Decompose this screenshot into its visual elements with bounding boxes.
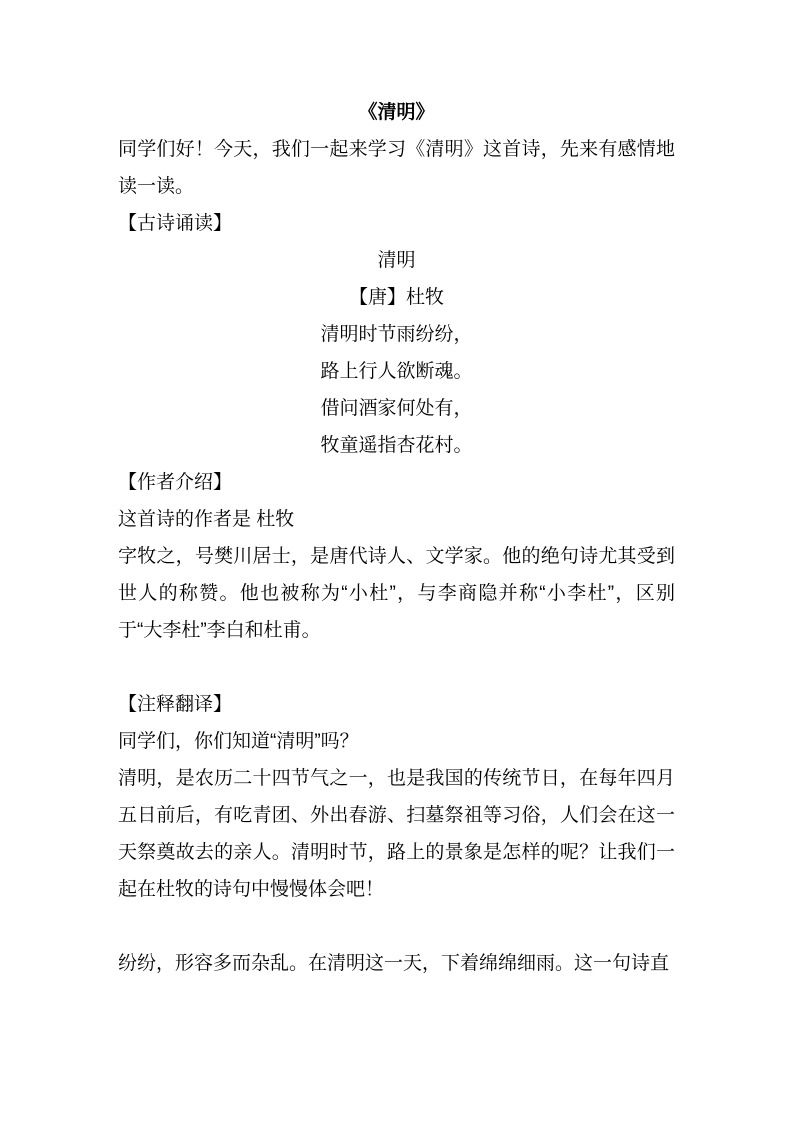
poem-title: 清明 [377,250,416,271]
author-intro-line: 这首诗的作者是 杜牧 [118,509,295,530]
notes-section-header: 【注释翻译】 [118,694,233,715]
poem-line: 牧童遥指杏花村。 [320,435,473,456]
poem-author: 【唐】杜牧 [348,287,444,308]
author-section-header: 【作者介绍】 [118,472,233,493]
notes-explanation-paragraph: 清明，是农历二十四节气之一，也是我国的传统节日，在每年四月五日前后，有吃青团、外出春游、扫墓祭祖等习俗，人们会在这一天祭奠故去的亲人。清明时节，路上的景象是怎样的呢？让我们一起在杜牧的诗句中慢慢体会吧！ [118,768,675,900]
intro-paragraph: 同学们好！今天，我们一起来学习《清明》这首诗，先来有感情地读一读。 [118,139,675,197]
poem-line: 借问酒家何处有， [320,398,473,419]
notes-question-line: 同学们，你们知道“清明”吗？ [118,731,359,752]
notes-annotation-paragraph: 纷纷，形容多而杂乱。在清明这一天，下着绵绵细雨。这一句诗直 [118,953,670,974]
author-bio-paragraph: 字牧之，号樊川居士，是唐代诗人、文学家。他的绝句诗尤其受到世人的称赞。他也被称为“小杜”，与李商隐并称“小李杜”，区别于“大李杜”李白和杜甫。 [118,546,675,641]
recite-section-header: 【古诗诵读】 [118,213,233,234]
poem-line: 清明时节雨纷纷， [320,324,473,345]
poem-block [118,242,675,464]
poem-line: 路上行人欲断魂。 [320,361,473,382]
page-title: 《清明》 [358,102,435,123]
